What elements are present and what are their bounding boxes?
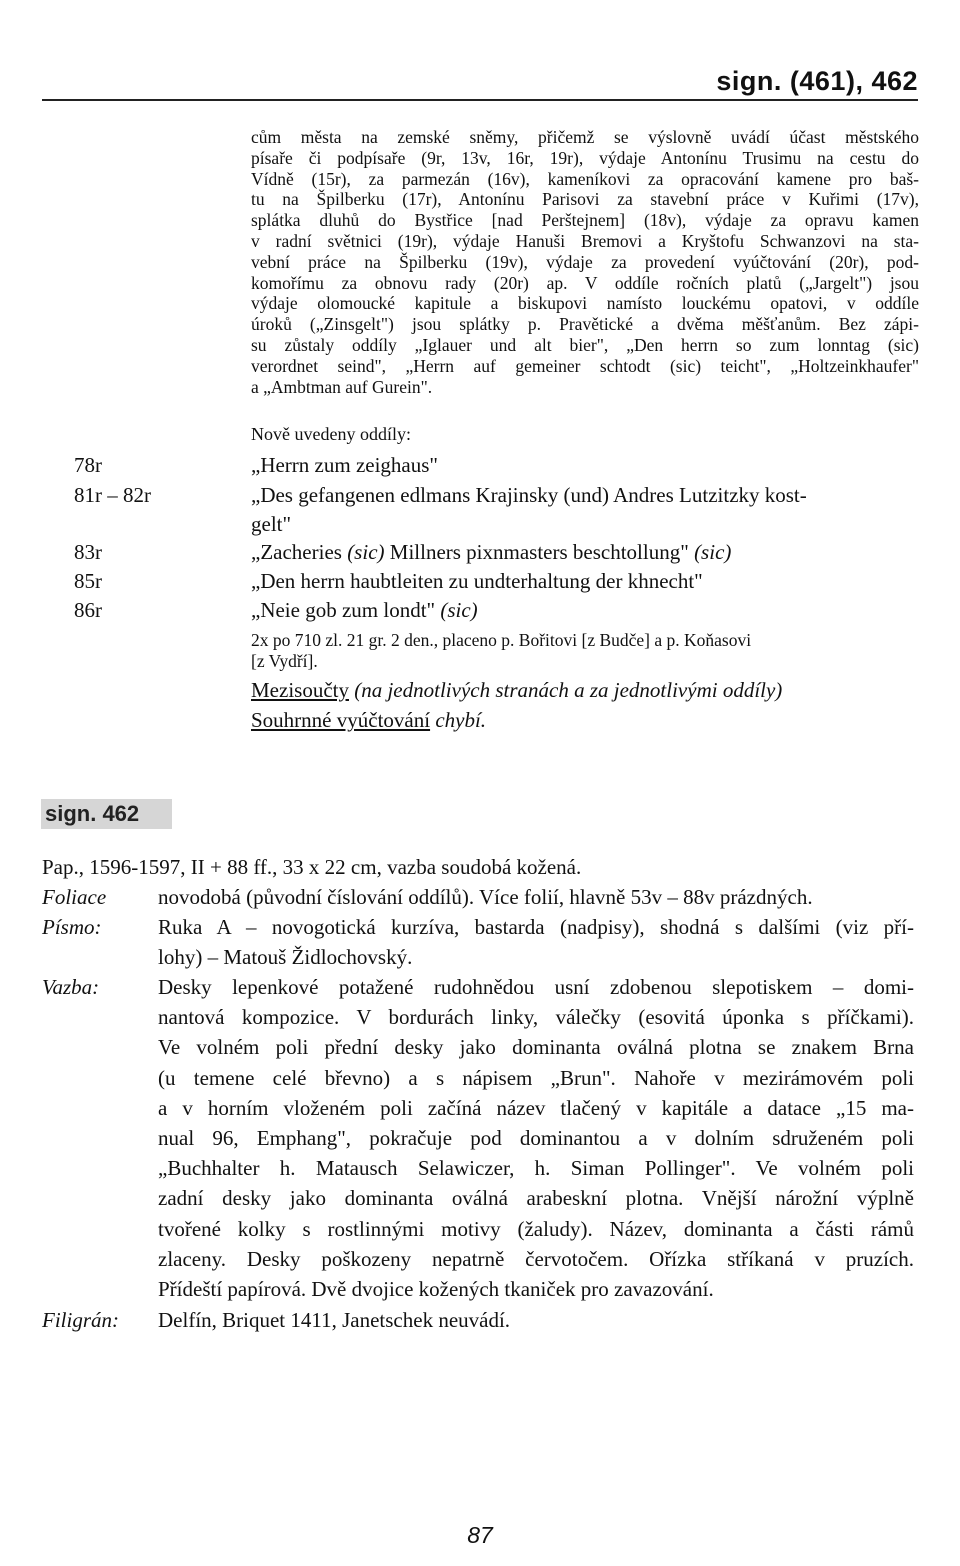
summary-line-subtotals <box>251 678 782 703</box>
header-rule <box>42 99 918 101</box>
intro-line: a „Ambtman auf Gurein". <box>251 376 433 397</box>
foliace-text <box>158 882 914 912</box>
intro-line: písaře či podpísaře (9r, 13v, 16r, 19r), výdaje Antonínu Trusimu na cestu do <box>251 147 919 168</box>
payment-note <box>251 630 919 672</box>
text-line: Přídeští papírová. Dvě dvojice kožených tkaniček pro zavazování. <box>158 1277 714 1302</box>
text-line: nantová kompozice. V bordurách linky, válečky (esovitá úponka s příčkami). <box>158 1005 914 1030</box>
running-header-sign: sign. (461), 462 <box>716 66 918 96</box>
intro-line: splátka dluhů do Bystřice [nad Perštejnem] (18v), výdaje za opravu kamen <box>251 210 919 231</box>
intro-line: výdaje olomoucké kapitule a biskupovi namísto louckému opatovi, v oddíle <box>251 293 919 314</box>
entry-title: „Des gefangenen edlmans Krajinsky (und) Andres Lutzitzky kost- <box>251 483 807 507</box>
intro-line: vební práce na Špilberku (19v), výdaje za provedení vyúčtování (20r), pod- <box>251 251 919 272</box>
text-line: novodobá (původní číslování oddílů). Více folií, hlavně 53v – 88v prázdných. <box>158 885 813 909</box>
pismo-text <box>158 912 914 972</box>
intro-line: cům města na zemské sněmy, přičemž se výslovně uvádí účast městského <box>251 127 919 147</box>
text-line: „Buchhalter h. Matausch Selawiczer, h. Siman Pollinger". Ve volném poli <box>158 1156 914 1181</box>
entry-title-part: Millners pixnmasters beschtollung" <box>384 540 695 564</box>
entry-ref: 85r <box>74 569 102 593</box>
section-sign-label: sign. 462 <box>41 799 172 829</box>
vazba-text <box>158 972 914 1304</box>
summary-line-total <box>251 708 486 733</box>
physical-description: Pap., 1596-1597, II + 88 ff., 33 x 22 cm, vazba soudobá kožená. <box>42 855 582 879</box>
text-line: zadní desky jako dominanta oválná arabeskní plotna. Vnější nárožní výplně <box>158 1186 914 1211</box>
summary-underlined: Mezisoučty <box>251 678 349 702</box>
summary-italic: chybí. <box>430 708 487 732</box>
text-line: a v horním vloženém poli začíná název tlačený v kapitále a datace „15 ma- <box>158 1095 914 1120</box>
summary-italic: (na jednotlivých stranách a za jednotlivými oddíly) <box>348 678 783 702</box>
intro-line: verordnet seind", „Herrn auf gemeiner schtodt (sic) teicht", „Holtzeinkhaufer" <box>251 355 919 376</box>
sic-marker: (sic) <box>347 540 385 564</box>
text-line: (u temene celé břevno) a s nápisem „Brun". Nahoře v mezirámovém poli <box>158 1065 914 1090</box>
page-number: 87 <box>467 1522 493 1548</box>
entry-ref: 86r <box>74 598 102 622</box>
text-line: Desky lepenkové potažené rudohnědou usní zdobenou slepotiskem – domi- <box>158 975 914 999</box>
text-line: Ruka A – novogotická kurzíva, bastarda (nadpisy), shodná s dalšími (viz pří- <box>158 915 914 939</box>
entry-ref: 83r <box>74 540 102 564</box>
foliace-label: Foliace <box>42 885 107 909</box>
entry-ref: 81r – 82r <box>74 483 151 507</box>
new-sections-intro: Nově uvedeny oddíly: <box>251 424 411 444</box>
text-line: zlaceny. Desky poškozeny nepatrně červotočem. Ořízka stříkaná v pruzích. <box>158 1246 914 1271</box>
entry-title: „Herrn zum zeighaus" <box>251 453 438 477</box>
entry-title-continuation: gelt" <box>251 512 292 536</box>
entry-title <box>251 540 919 565</box>
intro-line: tu na Špilberku (17r), Antonínu Parisovi za stavební práce v Kuřimi (17v), <box>251 189 919 210</box>
entry-ref: 78r <box>74 453 102 477</box>
intro-line: Vídně (15r), za parmezán (16v), kameníkovi za opracování kamene pro baš- <box>251 168 919 189</box>
intro-paragraph <box>251 127 919 397</box>
payment-note-line: [z Vydří]. <box>251 651 318 671</box>
entry-title-part: „Zacheries <box>251 540 348 564</box>
vazba-label: Vazba: <box>42 975 100 999</box>
intro-line: komořímu za obnovu rady (20r) ap. V oddíle ročních platů („Jargelt") jsou <box>251 272 919 293</box>
filigran-label: Filigrán: <box>42 1308 119 1332</box>
entry-title <box>251 598 919 623</box>
sic-marker: (sic) <box>694 540 732 564</box>
text-line: lohy) – Matouš Židlochovský. <box>158 945 413 970</box>
text-line: tvořené kolky s rostlinnými motivy (žaludy). Název, dominanta a části rámů <box>158 1216 914 1241</box>
intro-line: v radní světnici (19r), výdaje Hanuši Bremovi a Kryštofu Schwanzovi na sta- <box>251 230 919 251</box>
intro-line: su zůstaly oddíly „Iglauer und alt bier", „Den herrn so zum lonntag (sic) <box>251 334 919 355</box>
pismo-label: Písmo: <box>42 915 102 939</box>
summary-underlined: Souhrnné vyúčtování <box>251 708 431 732</box>
intro-line: úroků („Zinsgelt") jsou splátky p. Pravětické a dvěma měšťanům. Bez zápi- <box>251 314 919 335</box>
text-line: Ve volném poli přední desky jako dominanta oválná plotna se znakem Brna <box>158 1035 914 1060</box>
text-line: Delfín, Briquet 1411, Janetschek neuvádí. <box>158 1308 511 1332</box>
payment-note-line: 2x po 710 zl. 21 gr. 2 den., placeno p. Bořitovi [z Budče] a p. Koňasovi <box>251 630 752 650</box>
sic-marker: (sic) <box>440 598 478 622</box>
entry-title-part: „Neie gob zum londt" <box>251 598 441 622</box>
entry-title: „Den herrn haubtleiten zu undterhaltung der khnecht" <box>251 569 703 593</box>
text-line: nual 96, Emphang", pokračuje pod dominantou a v dolním sdruženém poli <box>158 1126 914 1151</box>
filigran-text <box>158 1305 914 1335</box>
